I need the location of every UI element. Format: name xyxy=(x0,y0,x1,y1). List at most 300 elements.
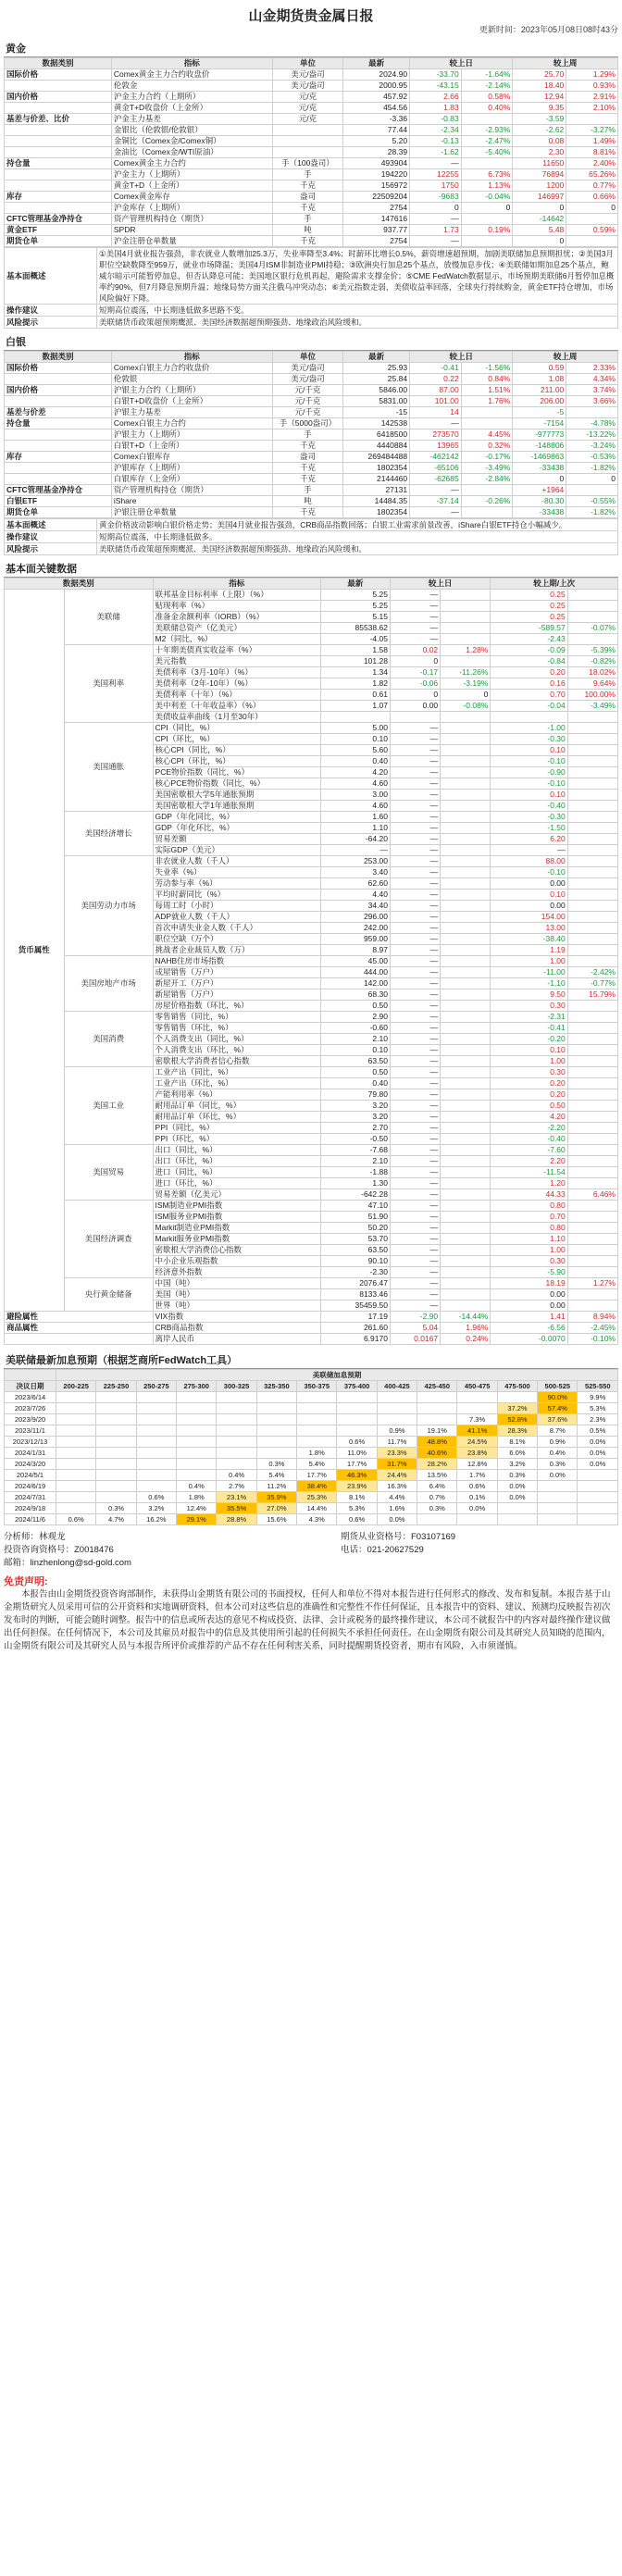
row-latest: -3.36 xyxy=(343,114,410,125)
macro-latest: 1.58 xyxy=(320,645,390,656)
fed-prob: 2.3% xyxy=(578,1414,618,1425)
fed-prob: 23.1% xyxy=(217,1492,256,1503)
table-row xyxy=(5,441,618,452)
row-day-pct: 0 xyxy=(461,203,513,214)
row-week-pct xyxy=(566,236,618,247)
macro-latest: 5.60 xyxy=(320,745,390,756)
table-row xyxy=(5,463,618,474)
fed-prob xyxy=(256,1414,296,1425)
table-row xyxy=(5,429,618,441)
fed-prob xyxy=(417,1403,457,1414)
row-latest: 25.93 xyxy=(343,363,410,374)
row-day-change: 14 xyxy=(410,407,462,418)
fed-col-header: 300-325 xyxy=(217,1381,256,1392)
fed-prob: 0.0% xyxy=(578,1448,618,1459)
row-latest: 27131 xyxy=(343,485,410,496)
fed-prob: 0.0% xyxy=(457,1503,497,1514)
row-day-pct: -1.64% xyxy=(461,69,513,81)
macro-day-pct xyxy=(441,845,491,856)
macro-indicator: 经济意外指数 xyxy=(153,1267,320,1278)
row-day-pct: -2.47% xyxy=(461,136,513,147)
fed-prob: 4.3% xyxy=(297,1514,337,1525)
macro-indicator: 美债收益率曲线（1月至30年） xyxy=(153,712,320,723)
macro-prev-pct: 6.46% xyxy=(567,1189,617,1201)
row-day-pct: 0.32% xyxy=(461,441,513,452)
macro-prev-pct xyxy=(567,1267,617,1278)
fed-prob xyxy=(96,1448,136,1459)
row-day-pct: 0.19% xyxy=(461,225,513,236)
macro-indicator: 核心CPI（同比，%） xyxy=(153,745,320,756)
col-ind: 指标 xyxy=(111,352,272,363)
macro-prev-pct xyxy=(567,1078,617,1089)
row-latest: 5.20 xyxy=(343,136,410,147)
macro-day-pct: -11.26% xyxy=(441,667,491,678)
macro-day-pct xyxy=(441,1300,491,1312)
macro-prev-pct xyxy=(567,1123,617,1134)
col-latest: 最新 xyxy=(343,352,410,363)
row-week-change: 1200 xyxy=(513,180,566,192)
macro-prev-pct xyxy=(567,601,617,612)
qual-no: 期货从业资格号：F03107169 xyxy=(341,1532,456,1542)
macro-prev-pct xyxy=(567,1167,617,1178)
fed-prob xyxy=(96,1392,136,1403)
fed-prob xyxy=(417,1392,457,1403)
fed-prob xyxy=(136,1392,176,1403)
row-week-pct: -1.82% xyxy=(566,463,618,474)
table-row xyxy=(5,169,618,180)
row-indicator: 沪金注册仓单数量 xyxy=(111,236,272,247)
macro-day-change: 5.04 xyxy=(390,1323,440,1334)
macro-col-prev-week: 较上期/上次 xyxy=(491,579,618,590)
macro-latest: 1.30 xyxy=(320,1178,390,1189)
table-row xyxy=(5,192,618,203)
macro-prev-pct xyxy=(567,856,617,867)
macro-day-pct: 1.28% xyxy=(441,645,491,656)
disclaimer-text: 本报告由山金期货投资咨询部制作，未获得山金期货有限公司的书面授权，任何人和单位不得对本报告进行任何形式的修改、发布和复制。本报告基于山金期货研究人员采用可信的公开资料和实地调研资料，但本公司对这些信息的准确性和完整性不作任何保证，且本报告中的资料、建议、预测均反映报告初次发布时的判断，可能会随时调整。报告中的信息或所表达的意见不构成投资、法律、会计或税务的最终操作建议，本公司不就报告中的内容对最终操作建议做出任何担保。在任何情况下，本公司及其雇员对报告中的信息及其使用所引起的任何损失不承担任何责任。在山金期货有限公司及其研究人员知晓的范围内，山金期货有限公司及其研究人员与本报告所评价或推荐的产品不存在任何利害关系，同时提醒期货投资者，期市有风险，入市须谨慎。 xyxy=(4,1589,611,1651)
row-latest: 1802354 xyxy=(343,507,410,518)
macro-indicator: 中小企业乐观指数 xyxy=(153,1256,320,1267)
fed-prob: 6.4% xyxy=(417,1481,457,1492)
row-week-change: 0 xyxy=(513,236,566,247)
fed-col-header: 475-500 xyxy=(497,1381,537,1392)
fed-prob: 0.9% xyxy=(538,1437,578,1448)
row-day-pct: -3.49% xyxy=(461,463,513,474)
macro-day-change: — xyxy=(390,1167,440,1178)
fed-prob xyxy=(56,1492,96,1503)
note-label: 操作建议 xyxy=(5,305,97,317)
row-day-change: -9683 xyxy=(410,192,462,203)
macro-indicator: 成屋销售（万户） xyxy=(153,967,320,978)
silver-section-title: 白银 xyxy=(4,332,618,351)
row-week-change: 146997 xyxy=(513,192,566,203)
row-unit: 手 xyxy=(272,485,342,496)
note-row xyxy=(5,248,618,305)
macro-day-pct xyxy=(441,1112,491,1123)
macro-day-change: — xyxy=(390,1223,440,1234)
fed-prob xyxy=(497,1503,537,1514)
row-latest: 4440884 xyxy=(343,441,410,452)
macro-prev-change: -1.10 xyxy=(491,978,567,989)
macro-indicator: 失业率（%） xyxy=(153,867,320,878)
macro-prev-pct xyxy=(567,878,617,890)
fed-prob xyxy=(297,1437,337,1448)
fed-prob xyxy=(96,1437,136,1448)
row-indicator: 沪金主力合约（上期所） xyxy=(111,92,272,103)
macro-indicator: 贴现利率（%） xyxy=(153,601,320,612)
fed-row xyxy=(5,1481,618,1492)
row-category: 期货仓单 xyxy=(5,236,112,247)
fed-prob: 14.4% xyxy=(297,1503,337,1514)
macro-day-change: — xyxy=(390,878,440,890)
fed-prob xyxy=(497,1392,537,1403)
col-prev-week: 较上周 xyxy=(513,58,618,69)
macro-day-change: — xyxy=(390,745,440,756)
row-unit: 千克 xyxy=(272,180,342,192)
macro-prev-pct xyxy=(567,790,617,801)
fed-col-header: 225-250 xyxy=(96,1381,136,1392)
row-category xyxy=(5,429,112,441)
macro-day-change: — xyxy=(390,1267,440,1278)
macro-day-change: — xyxy=(390,834,440,845)
macro-day-change: — xyxy=(390,1189,440,1201)
row-latest: 14484.35 xyxy=(343,496,410,507)
macro-prev-change: 1.10 xyxy=(491,1234,567,1245)
fed-prob xyxy=(136,1425,176,1437)
row-week-pct xyxy=(566,214,618,225)
fed-prob: 19.1% xyxy=(417,1425,457,1437)
row-week-change: 0 xyxy=(513,203,566,214)
row-week-change: -3.59 xyxy=(513,114,566,125)
row-indicator: 资产管理机构持仓（期货） xyxy=(111,485,272,496)
row-category xyxy=(5,396,112,407)
macro-day-pct: 1.96% xyxy=(441,1323,491,1334)
macro-day-change: 0.0167 xyxy=(390,1334,440,1345)
macro-day-pct xyxy=(441,767,491,778)
macro-latest: 2.10 xyxy=(320,1034,390,1045)
macro-prev-change: 18.19 xyxy=(491,1278,567,1289)
fed-prob: 0.3% xyxy=(256,1459,296,1470)
fed-date: 2024/1/31 xyxy=(5,1448,56,1459)
fed-prob xyxy=(377,1392,417,1403)
macro-prev-pct xyxy=(567,612,617,623)
macro-prev-pct xyxy=(567,756,617,767)
fed-prob xyxy=(56,1459,96,1470)
fed-prob: 1.8% xyxy=(297,1448,337,1459)
macro-prev-pct xyxy=(567,1067,617,1078)
macro-latest: -4.05 xyxy=(320,634,390,645)
macro-day-pct xyxy=(441,890,491,901)
row-week-change: 0.08 xyxy=(513,136,566,147)
macro-prev-change: -0.10 xyxy=(491,756,567,767)
fed-col-header: 决议日期 xyxy=(5,1381,56,1392)
fed-prob xyxy=(217,1414,256,1425)
consult-no: 投资咨询资格号：Z0018476 xyxy=(4,1545,114,1555)
row-unit: 盎司 xyxy=(272,192,342,203)
row-latest: 454.56 xyxy=(343,103,410,114)
row-indicator: 白银库存（上金所） xyxy=(111,474,272,485)
macro-day-pct: -14.44% xyxy=(441,1312,491,1323)
macro-indicator: 密歇根大学消费者信心指数 xyxy=(153,1056,320,1067)
fed-row xyxy=(5,1503,618,1514)
macro-prev-change: 1.20 xyxy=(491,1178,567,1189)
macro-day-change: — xyxy=(390,1278,440,1289)
row-day-pct xyxy=(461,485,513,496)
macro-latest: 8133.46 xyxy=(320,1289,390,1300)
row-day-pct: -0.17% xyxy=(461,452,513,463)
macro-indicator: 出口（同比，%） xyxy=(153,1145,320,1156)
row-unit: 元/克 xyxy=(272,103,342,114)
row-week-change: 2.30 xyxy=(513,147,566,158)
macro-prev-change: 0.10 xyxy=(491,890,567,901)
macro-prev-change: -0.09 xyxy=(491,645,567,656)
row-latest: 2754 xyxy=(343,203,410,214)
fed-prob: 17.7% xyxy=(337,1459,377,1470)
macro-prev-pct xyxy=(567,1234,617,1245)
table-row xyxy=(5,374,618,385)
macro-day-pct xyxy=(441,1023,491,1034)
macro-indicator: 工业产出（环比，%） xyxy=(153,1078,320,1089)
macro-latest: 1.60 xyxy=(320,812,390,823)
macro-latest: 68.30 xyxy=(320,989,390,1001)
macro-latest: 1.82 xyxy=(320,678,390,690)
macro-col-latest: 最新 xyxy=(320,579,390,590)
fed-prob xyxy=(56,1392,96,1403)
note-row xyxy=(5,531,618,543)
macro-prev-pct: 18.02% xyxy=(567,667,617,678)
macro-day-pct xyxy=(441,1078,491,1089)
table-row xyxy=(5,1334,618,1345)
macro-prev-pct: -2.45% xyxy=(567,1323,617,1334)
macro-prev-pct xyxy=(567,1156,617,1167)
row-week-change: -33438 xyxy=(513,463,566,474)
row-unit: 元/千克 xyxy=(272,407,342,418)
row-indicator: 资产管理机构持仓（期货） xyxy=(111,214,272,225)
row-day-pct: 0.40% xyxy=(461,103,513,114)
fed-prob: 12.4% xyxy=(177,1503,217,1514)
fed-row xyxy=(5,1470,618,1481)
row-day-change: -2.34 xyxy=(410,125,462,136)
row-week-change: -2.62 xyxy=(513,125,566,136)
macro-indicator: 美国密歇根大学1年通胀预期 xyxy=(153,801,320,812)
macro-prev-change: 13.00 xyxy=(491,923,567,934)
row-indicator: 沪银主力（上期所） xyxy=(111,429,272,441)
row-week-pct: 4.34% xyxy=(566,374,618,385)
macro-prev-pct xyxy=(567,1145,617,1156)
fed-prob: 40.6% xyxy=(417,1448,457,1459)
macro-extra-category: 避险属性 xyxy=(5,1312,154,1323)
row-week-change: -148806 xyxy=(513,441,566,452)
macro-day-pct xyxy=(441,1189,491,1201)
macro-prev-change: — xyxy=(491,845,567,856)
macro-group: 美国经济增长 xyxy=(64,812,153,856)
fed-prob xyxy=(177,1403,217,1414)
fed-row xyxy=(5,1392,618,1403)
fed-row xyxy=(5,1414,618,1425)
row-unit: 手 xyxy=(272,169,342,180)
row-indicator: 沪金主力基差 xyxy=(111,114,272,125)
macro-day-pct: -0.08% xyxy=(441,701,491,712)
macro-indicator: 首次申请失业金人数（千人） xyxy=(153,923,320,934)
row-day-change: 273570 xyxy=(410,429,462,441)
macro-day-pct xyxy=(441,945,491,956)
macro-prev-pct xyxy=(567,1212,617,1223)
row-week-change: 25.70 xyxy=(513,69,566,81)
fed-table xyxy=(4,1369,618,1525)
macro-prev-pct xyxy=(567,1178,617,1189)
table-row xyxy=(5,103,618,114)
macro-prev-pct xyxy=(567,634,617,645)
macro-latest: 34.40 xyxy=(320,901,390,912)
fed-prob: 8.1% xyxy=(497,1437,537,1448)
row-week-pct: 2.91% xyxy=(566,92,618,103)
fed-prob xyxy=(256,1425,296,1437)
macro-day-pct xyxy=(441,1001,491,1012)
fed-prob xyxy=(457,1403,497,1414)
row-week-change: -5 xyxy=(513,407,566,418)
macro-day-change: — xyxy=(390,1056,440,1067)
macro-latest: 2.90 xyxy=(320,1012,390,1023)
fed-col-header: 425-450 xyxy=(417,1381,457,1392)
gold-section-title: 黄金 xyxy=(4,39,618,57)
macro-indicator: CRB商品指数 xyxy=(153,1323,320,1334)
row-unit: 千克 xyxy=(272,474,342,485)
row-unit: 千克 xyxy=(272,441,342,452)
macro-day-change: — xyxy=(390,901,440,912)
col-latest: 最新 xyxy=(343,58,410,69)
row-day-change: -33.70 xyxy=(410,69,462,81)
row-category: 白银ETF xyxy=(5,496,112,507)
fed-row xyxy=(5,1448,618,1459)
fed-prob: 28.3% xyxy=(497,1425,537,1437)
row-indicator: 金银比（伦敦银/伦敦银） xyxy=(111,125,272,136)
fed-prob xyxy=(256,1448,296,1459)
macro-day-pct xyxy=(441,1056,491,1067)
macro-prev-pct xyxy=(567,1201,617,1212)
table-row xyxy=(5,1145,618,1156)
col-unit: 单位 xyxy=(272,352,342,363)
fed-prob: 35.9% xyxy=(256,1492,296,1503)
fed-prob: 48.8% xyxy=(417,1437,457,1448)
macro-indicator: 非农就业人数（千人） xyxy=(153,856,320,867)
fed-date: 2023/11/1 xyxy=(5,1425,56,1437)
row-day-change: — xyxy=(410,485,462,496)
macro-prev-pct xyxy=(567,845,617,856)
row-latest: 22509204 xyxy=(343,192,410,203)
fed-prob: 0.3% xyxy=(497,1470,537,1481)
macro-indicator: 劳动参与率（%） xyxy=(153,878,320,890)
macro-indicator: 平均时薪同比（%） xyxy=(153,890,320,901)
table-row xyxy=(5,385,618,396)
macro-day-pct xyxy=(441,1101,491,1112)
fed-prob xyxy=(256,1437,296,1448)
fed-prob: 0.0% xyxy=(538,1470,578,1481)
macro-indicator: 中国（吨） xyxy=(153,1278,320,1289)
row-category: 持仓量 xyxy=(5,418,112,429)
fed-prob xyxy=(256,1403,296,1414)
fed-prob: 24.4% xyxy=(377,1470,417,1481)
macro-latest: 63.50 xyxy=(320,1056,390,1067)
macro-prev-pct xyxy=(567,934,617,945)
macro-day-pct xyxy=(441,1145,491,1156)
macro-prev-pct: -0.07% xyxy=(567,623,617,634)
macro-prev-pct xyxy=(567,1300,617,1312)
fed-prob xyxy=(136,1470,176,1481)
macro-prev-pct xyxy=(567,1023,617,1034)
macro-prev-pct xyxy=(567,734,617,745)
fed-prob: 0.3% xyxy=(96,1503,136,1514)
macro-day-change: — xyxy=(390,1212,440,1223)
row-latest: 457.92 xyxy=(343,92,410,103)
fed-prob: 28.8% xyxy=(217,1514,256,1525)
macro-indicator: 个人消费支出（同比，%） xyxy=(153,1034,320,1045)
table-row xyxy=(5,452,618,463)
row-indicator: Comex黄金主力合约 xyxy=(111,158,272,169)
fed-col-header: 500-525 xyxy=(538,1381,578,1392)
table-row xyxy=(5,203,618,214)
row-unit: 千克 xyxy=(272,236,342,247)
macro-day-change: — xyxy=(390,1234,440,1245)
row-unit: 元/克 xyxy=(272,92,342,103)
fed-prob xyxy=(217,1403,256,1414)
fed-prob: 1.6% xyxy=(377,1503,417,1514)
macro-prev-pct xyxy=(567,767,617,778)
table-row xyxy=(5,1278,618,1289)
macro-indicator: 准备金余额利率（IORB）（%） xyxy=(153,612,320,623)
table-row xyxy=(5,812,618,823)
fed-date: 2024/5/1 xyxy=(5,1470,56,1481)
row-week-pct xyxy=(566,485,618,496)
macro-prev-pct: 9.64% xyxy=(567,678,617,690)
fed-prob: 0.0% xyxy=(578,1437,618,1448)
macro-day-pct xyxy=(441,1223,491,1234)
macro-indicator: 新屋销售（万户） xyxy=(153,989,320,1001)
row-week-change: 11650 xyxy=(513,158,566,169)
row-week-pct: -3.27% xyxy=(566,125,618,136)
row-day-pct xyxy=(461,158,513,169)
row-latest: 269484488 xyxy=(343,452,410,463)
fed-prob: 0.6% xyxy=(457,1481,497,1492)
fed-date: 2023/7/26 xyxy=(5,1403,56,1414)
row-latest: 194220 xyxy=(343,169,410,180)
row-week-pct: 2.10% xyxy=(566,103,618,114)
macro-group: 美国通胀 xyxy=(64,723,153,812)
macro-prev-change: 6.20 xyxy=(491,834,567,845)
macro-prev-change: -0.30 xyxy=(491,812,567,823)
macro-prev-change: 0.70 xyxy=(491,690,567,701)
fed-prob xyxy=(497,1514,537,1525)
macro-indicator: 房屋价格指数（环比，%） xyxy=(153,1001,320,1012)
macro-day-change: — xyxy=(390,1034,440,1045)
table-row xyxy=(5,114,618,125)
update-time: 更新时间：2023年05月08日08时43分 xyxy=(479,25,618,34)
row-latest: 28.39 xyxy=(343,147,410,158)
fed-prob xyxy=(177,1392,217,1403)
macro-day-pct xyxy=(441,1067,491,1078)
macro-indicator: 进口（同比，%） xyxy=(153,1167,320,1178)
macro-day-change: — xyxy=(390,723,440,734)
row-week-pct: 2.40% xyxy=(566,158,618,169)
row-indicator: 黄金T+D（上金所） xyxy=(111,180,272,192)
macro-indicator: Markit服务业PMI指数 xyxy=(153,1234,320,1245)
macro-day-change: — xyxy=(390,612,440,623)
fed-date: 2023/12/13 xyxy=(5,1437,56,1448)
macro-prev-pct xyxy=(567,1001,617,1012)
macro-indicator: 美元指数 xyxy=(153,656,320,667)
fed-prob xyxy=(96,1470,136,1481)
macro-day-change: — xyxy=(390,845,440,856)
row-week-pct: -13.22% xyxy=(566,429,618,441)
row-indicator: 沪银主力合约（上期所） xyxy=(111,385,272,396)
